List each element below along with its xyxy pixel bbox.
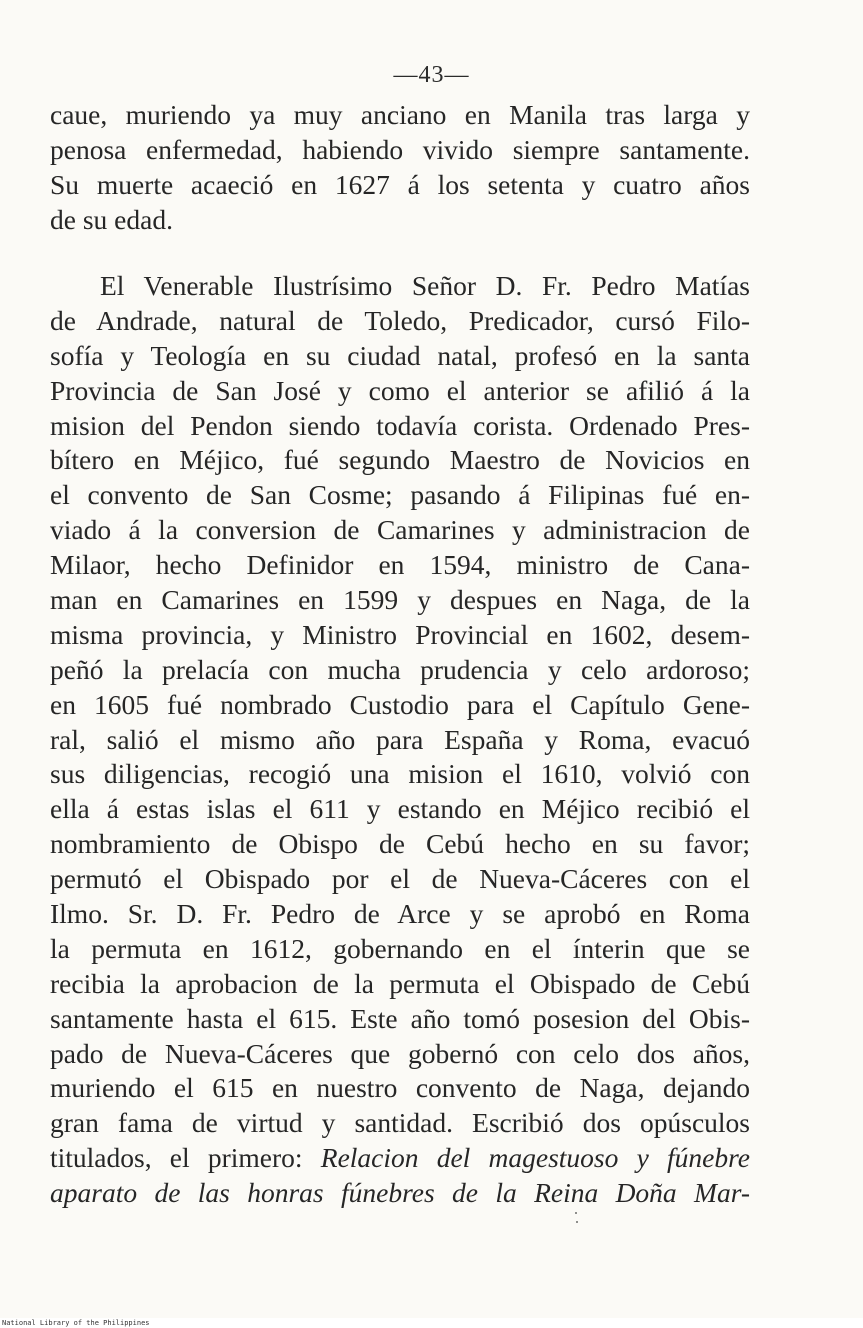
page-number: —43— [393,62,470,88]
text-line: de su edad. [50,203,173,235]
text-line: bítero en Méjico, fué segundo Maestro de Novicios en [50,444,750,476]
text-line: muriendo el 615 en nuestro convento de Naga, dejando [50,1072,750,1104]
text-line: Su muerte acaeció en 1627 á los setenta y cuatro años [50,168,750,200]
text-line: sus diligencias, recogió una mision el 1610, volvió con [50,758,750,790]
text-line: pado de Nueva-Cáceres que gobernó con celo dos años, [50,1037,750,1069]
text-line: la permuta en 1612, gobernando en el ínterin que se [50,932,750,964]
text-line: Provincia de San José y como el anterior se afilió á la [50,374,750,406]
text-line: peñó la prelacía con mucha prudencia y celo ardoroso; [50,653,750,685]
text-line: el convento de San Cosme; pasando á Filipinas fué en- [50,479,750,511]
print-speck [576,1221,578,1223]
text-line: viado á la conversion de Camarines y administracion de [50,514,750,546]
paragraph-1 [50,98,750,238]
text-line: mision del Pendon siendo todavía corista. Ordenado Pres- [50,409,750,441]
text-line: Ilmo. Sr. D. Fr. Pedro de Arce y se aprobó en Roma [50,898,750,930]
text-line: misma provincia, y Ministro Provincial en 1602, desem- [50,618,750,650]
footer [0,1318,863,1328]
text-line: man en Camarines en 1599 y despues en Naga, de la [50,584,750,616]
text-line: en 1605 fué nombrado Custodio para el Capítulo Gene- [50,688,750,720]
text-line: gran fama de virtud y santidad. Escribió dos opúsculos [50,1107,750,1139]
library-credit: National Library of the Philippines [2,1319,150,1327]
titled-prefix: titulados, el primero: [50,1142,321,1174]
paragraph-2 [50,269,750,1211]
work-title-continued: aparato de las honras fúnebres de la Reina Doña Mar- [50,1177,750,1209]
text-line: caue, muriendo ya muy anciano en Manila tras larga y [50,99,750,130]
text-line: sofía y Teología en su ciudad natal, profesó en la santa [50,339,750,371]
text-line: penosa enfermedad, habiendo vivido siempre santamente. [50,133,750,165]
print-speck [575,1212,577,1214]
text-line: ella á estas islas el 611 y estando en Méjico recibió el [50,793,750,825]
text-line: Milaor, hecho Definidor en 1594, ministro de Cana- [50,549,750,581]
text-line: recibia la aprobacion de la permuta el Obispado de Cebú [50,967,750,999]
text-line: santamente hasta el 615. Este año tomó posesion del Obis- [50,1002,750,1034]
text-line: ral, salió el mismo año para España y Roma, evacuó [50,723,750,755]
text-line: permutó el Obispado por el de Nueva-Cáceres con el [50,863,750,895]
text-line: El Venerable Ilustrísimo Señor D. Fr. Pedro Matías [100,270,750,301]
text-line-titled [50,1141,750,1176]
text-line: de Andrade, natural de Toledo, Predicador, cursó Filo- [50,304,750,336]
work-title-start: Relacion del magestuoso y fúnebre [320,1142,750,1174]
text-line: nombramiento de Obispo de Cebú hecho en su favor; [50,828,750,860]
